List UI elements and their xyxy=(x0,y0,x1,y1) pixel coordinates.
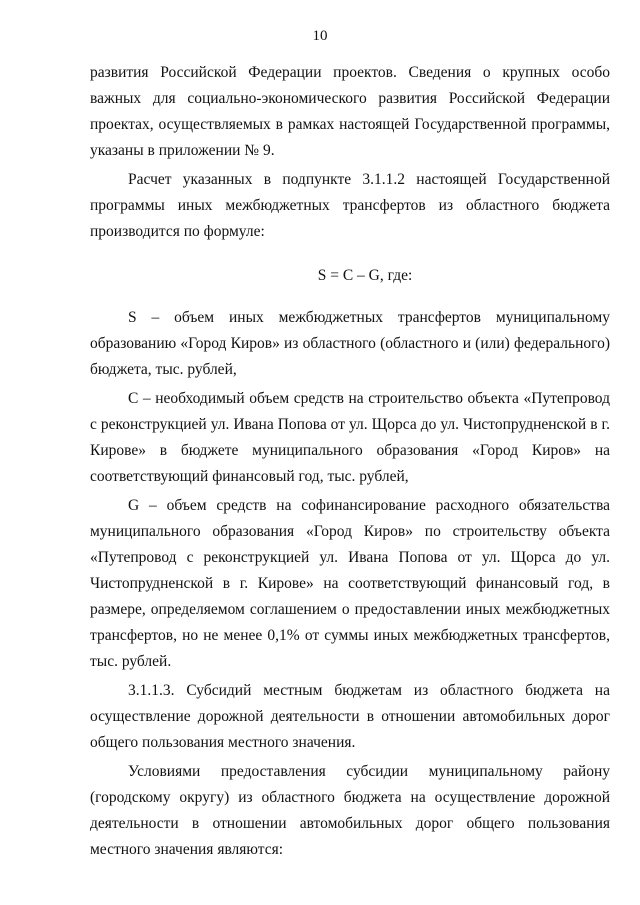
paragraph-definition-s: S – объем иных межбюджетных трансфертов муниципальному образованию «Город Киров» из областного (областного и (или) федерального) бюджета, тыс. рублей, xyxy=(90,309,610,378)
paragraph-section-3-1-1-3: 3.1.1.3. Субсидий местным бюджетам из областного бюджета на осуществление дорожной деятельности в отношении автомобильных дорог общего пользования местного значения. xyxy=(90,682,610,751)
paragraph-calculation-intro: Расчет указанных в подпункте 3.1.1.2 настоящей Государственной программы иных межбюджетных трансфертов из областного бюджета производится по формуле: xyxy=(90,171,610,240)
formula: S = C – G, где: xyxy=(317,267,413,284)
page-number: 10 xyxy=(312,28,328,44)
paragraph-projects-info: развития Российской Федерации проектов. Сведения о крупных особо важных для социально-экономического развития Российской Федерации проектах, осуществляемых в рамках настоящей Государственной программы, указаны в приложении № 9. xyxy=(90,64,610,159)
paragraph-subsidy-conditions: Условиями предоставления субсидии муниципальному району (городскому округу) из областного бюджета на осуществление дорожной деятельности в отношении автомобильных дорог общего пользования местного значения являются: xyxy=(90,763,610,858)
document-body xyxy=(90,60,610,866)
paragraph-definition-g: G – объем средств на софинансирование расходного обязательства муниципального образования «Город Киров» по строительству объекта «Путепровод с реконструкцией ул. Ивана Попова от ул. Щорса до ул. Чистопрудненской в г. Кирове» на соответствующий финансовый год, в размере, определяемом соглашением о предоставлении иных межбюджетных трансфертов, но не менее 0,1% от суммы иных межбюджетных трансфертов, тыс. рублей. xyxy=(90,497,610,670)
paragraph-definition-c: C – необходимый объем средств на строительство объекта «Путепровод с реконструкцией ул. Ивана Попова от ул. Щорса до ул. Чистопрудненской в г. Кирове» в бюджете муниципального образования «Город Киров» на соответствующий финансовый год, тыс. рублей, xyxy=(90,390,610,485)
